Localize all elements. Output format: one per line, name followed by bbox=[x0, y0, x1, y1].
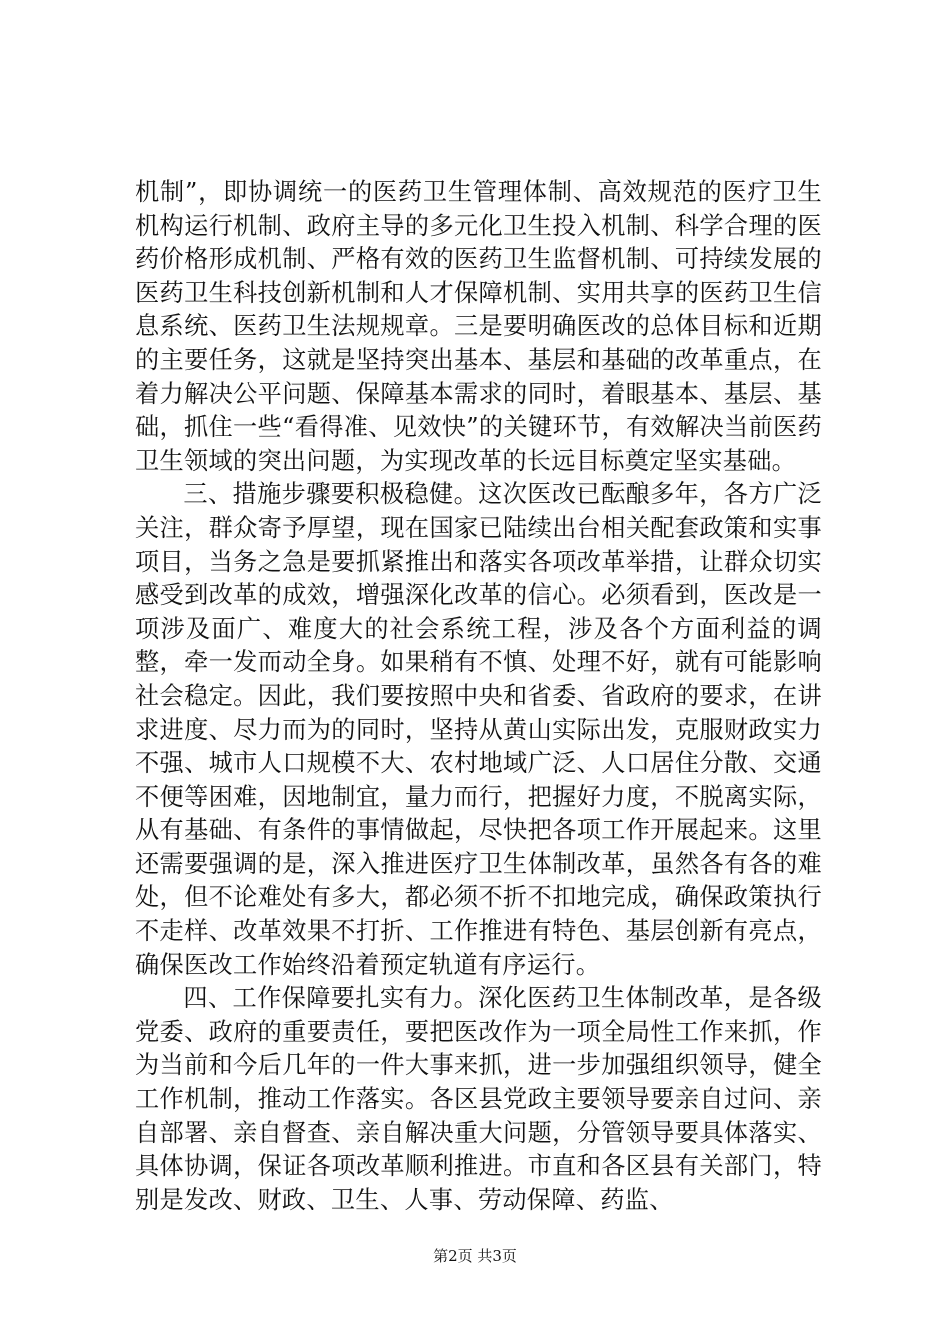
paragraph-3: 四、工作保障要扎实有力。深化医药卫生体制改革，是各级党委、政府的重要责任，要把医改作为一项全局性工作来抓，作为当前和今后几年的一件大事来抓，进一步加强组织领导，健全工作机制，推动工作落实。各区县党政主要领导要亲自过问、亲自部署、亲自督查、亲自解决重大问题，分管领导要具体落实、具体协调，保证各项改革顺利推进。市直和各区县有关部门，特别是发改、财政、卫生、人事、劳动保障、药监、 bbox=[135, 984, 822, 1214]
paragraph-2: 三、措施步骤要积极稳健。这次医改已酝酿多年，各方广泛关注，群众寄予厚望，现在国家已陆续出台相关配套政策和实事项目，当务之急是要抓紧推出和落实各项改革举措，让群众切实感受到改革的成效，增强深化改革的信心。必须看到，医改是一项涉及面广、难度大的社会系统工程，涉及各个方面利益的调整，牵一发而动全身。如果稍有不慎、处理不好，就有可能影响社会稳定。因此，我们要按照中央和省委、省政府的要求，在讲求进度、尽力而为的同时，坚持从黄山实际出发，克服财政实力不强、城市人口规模不大、农村地域广泛、人口居住分散、交通不便等困难，因地制宜，量力而行，把握好力度，不脱离实际，从有基础、有条件的事情做起，尽快把各项工作开展起来。这里还需要强调的是，深入推进医疗卫生体制改革，虽然各有各的难处，但不论难处有多大，都必须不折不扣地完成，确保政策执行不走样、改革效果不打折、工作推进有特色、基层创新有亮点，确保医改工作始终沿着预定轨道有序运行。 bbox=[135, 480, 822, 979]
paragraph-1: 机制”，即协调统一的医药卫生管理体制、高效规范的医疗卫生机构运行机制、政府主导的多元化卫生投入机制、科学合理的医药价格形成机制、严格有效的医药卫生监督机制、可持续发展的医药卫生科技创新机制和人才保障机制、实用共享的医药卫生信息系统、医药卫生法规规章。三是要明确医改的总体目标和近期的主要任务，这就是坚持突出基本、基层和基础的改革重点，在着力解决公平问题、保障基本需求的同时，着眼基本、基层、基础，抓住一些“看得准、见效快”的关键环节，有效解决当前医药卫生领域的突出问题，为实现改革的长远目标奠定坚实基础。 bbox=[135, 178, 822, 475]
document-body bbox=[135, 176, 822, 1217]
page-number-footer: 第2页 共3页 bbox=[433, 1247, 517, 1265]
